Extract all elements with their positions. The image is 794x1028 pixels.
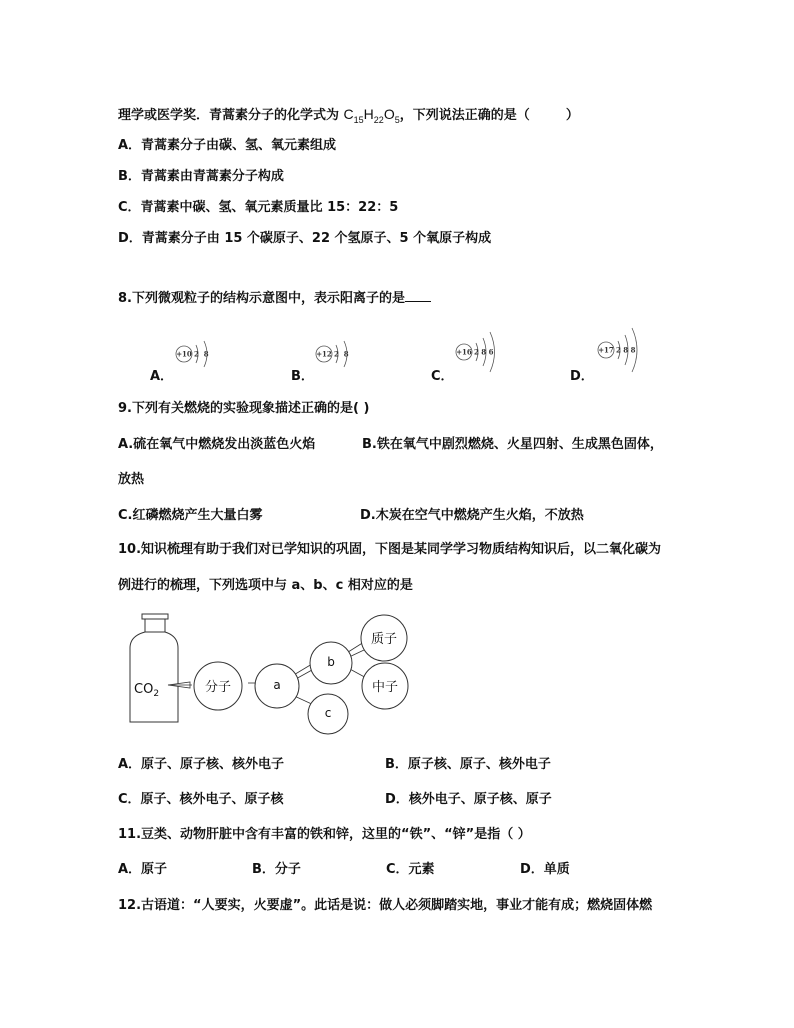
q8-option-c-letter: C． [431, 369, 454, 384]
q7-option-c: C．青蒿素中碳、氢、氧元素质量比 15：22：5 [118, 200, 399, 215]
node-b-label: b [327, 655, 335, 669]
q8-option-a-nucleus: +10 [176, 349, 192, 359]
q7-option-d: D．青蒿素分子由 15 个碳原子、22 个氢原子、5 个氧原子构成 [118, 231, 492, 246]
q8-option-c-nucleus: +16 [456, 347, 472, 357]
q9-stem: 9.下列有关燃烧的实验现象描述正确的是( ) [118, 401, 370, 416]
q8-option-d-letter: D． [570, 369, 594, 384]
q7-stem-before: 理学或医学奖．青蒿素分子的化学式为 [118, 108, 344, 123]
q10-structure-diagram [120, 610, 430, 735]
bottle-label-sub: 2 [153, 689, 160, 699]
q9-option-b: B.铁在氧气中剧烈燃烧、火星四射、生成黑色固体， [362, 437, 663, 452]
q7-formula: $C_{15}H_{22}O_5$ [343, 106, 400, 125]
node-c-label: c [324, 706, 332, 720]
q8-option-d-diagram [594, 320, 654, 376]
q8-option-b-letter: B． [291, 369, 314, 384]
q12-stem: 12.古语道：“人要实，火要虚”。此话是说：做人必须脚踏实地，事业才能有成；燃烧固体燃 [118, 898, 653, 913]
q8-option-a-diagram [172, 336, 220, 376]
q10-stem-line2: 例进行的梳理，下列选项中与 a、b、c 相对应的是 [118, 578, 413, 593]
q10-option-a: A．原子、原子核、核外电子 [118, 757, 285, 772]
q10-option-c: C．原子、核外电子、原子核 [118, 792, 284, 807]
node-a-label: a [273, 678, 281, 692]
q9-option-c: C.红磷燃烧产生大量白雾 [118, 508, 263, 523]
svg-text:CO2 [134, 682, 159, 699]
q11-option-c: C．元素 [386, 862, 435, 877]
bottle-label: CO [134, 682, 154, 697]
q8-answer-blank [405, 289, 431, 302]
q8-stem-text: 8.下列微观粒子的结构示意图中，表示阳离子的是 [118, 291, 405, 306]
q8-option-d-electrons: 2 8 8 [616, 345, 636, 355]
q11-option-a: A．原子 [118, 862, 168, 877]
neutron-label: 中子 [371, 680, 399, 695]
q8-option-b-nucleus: +12 [316, 349, 332, 359]
q11-stem: 11.豆类、动物肝脏中含有丰富的铁和锌，这里的“铁”、“锌”是指（ ） [118, 827, 531, 842]
q8-stem [118, 289, 431, 308]
q8-option-d-nucleus: +17 [598, 345, 614, 355]
q8-option-a-letter: A． [150, 369, 174, 384]
q7-option-b: B．青蒿素由青蒿素分子构成 [118, 169, 284, 184]
q8-option-b-electrons: 2 8 [334, 349, 349, 359]
q7-stem-after: ，下列说法正确的是（ ） [399, 108, 579, 123]
q8-option-c-diagram [452, 324, 510, 376]
q9-option-b-continued: 放热 [118, 472, 145, 487]
q11-option-d: D．单质 [520, 862, 570, 877]
q7-option-a: A．青蒿素分子由碳、氢、氧元素组成 [118, 138, 337, 153]
q9-option-a: A.硫在氧气中燃烧发出淡蓝色火焰 [118, 437, 316, 452]
q8-option-a-electrons: 2 8 [194, 349, 209, 359]
molecule-label: 分子 [204, 680, 232, 695]
reagent-bottle-icon [130, 614, 178, 722]
proton-label: 质子 [370, 632, 398, 647]
q7-stem [118, 105, 579, 129]
q10-option-b: B．原子核、原子、核外电子 [385, 757, 551, 772]
q11-option-b: B．分子 [252, 862, 301, 877]
q10-stem-line1: 10.知识梳理有助于我们对已学知识的巩固，下图是某同学学习物质结构知识后，以二氧化碳为 [118, 542, 662, 557]
q9-option-d: D.木炭在空气中燃烧产生火焰，不放热 [360, 508, 584, 523]
q10-option-d: D．核外电子、原子核、原子 [385, 792, 552, 807]
q8-option-b-diagram [312, 336, 360, 376]
q8-option-c-electrons: 2 8 6 [474, 347, 494, 357]
